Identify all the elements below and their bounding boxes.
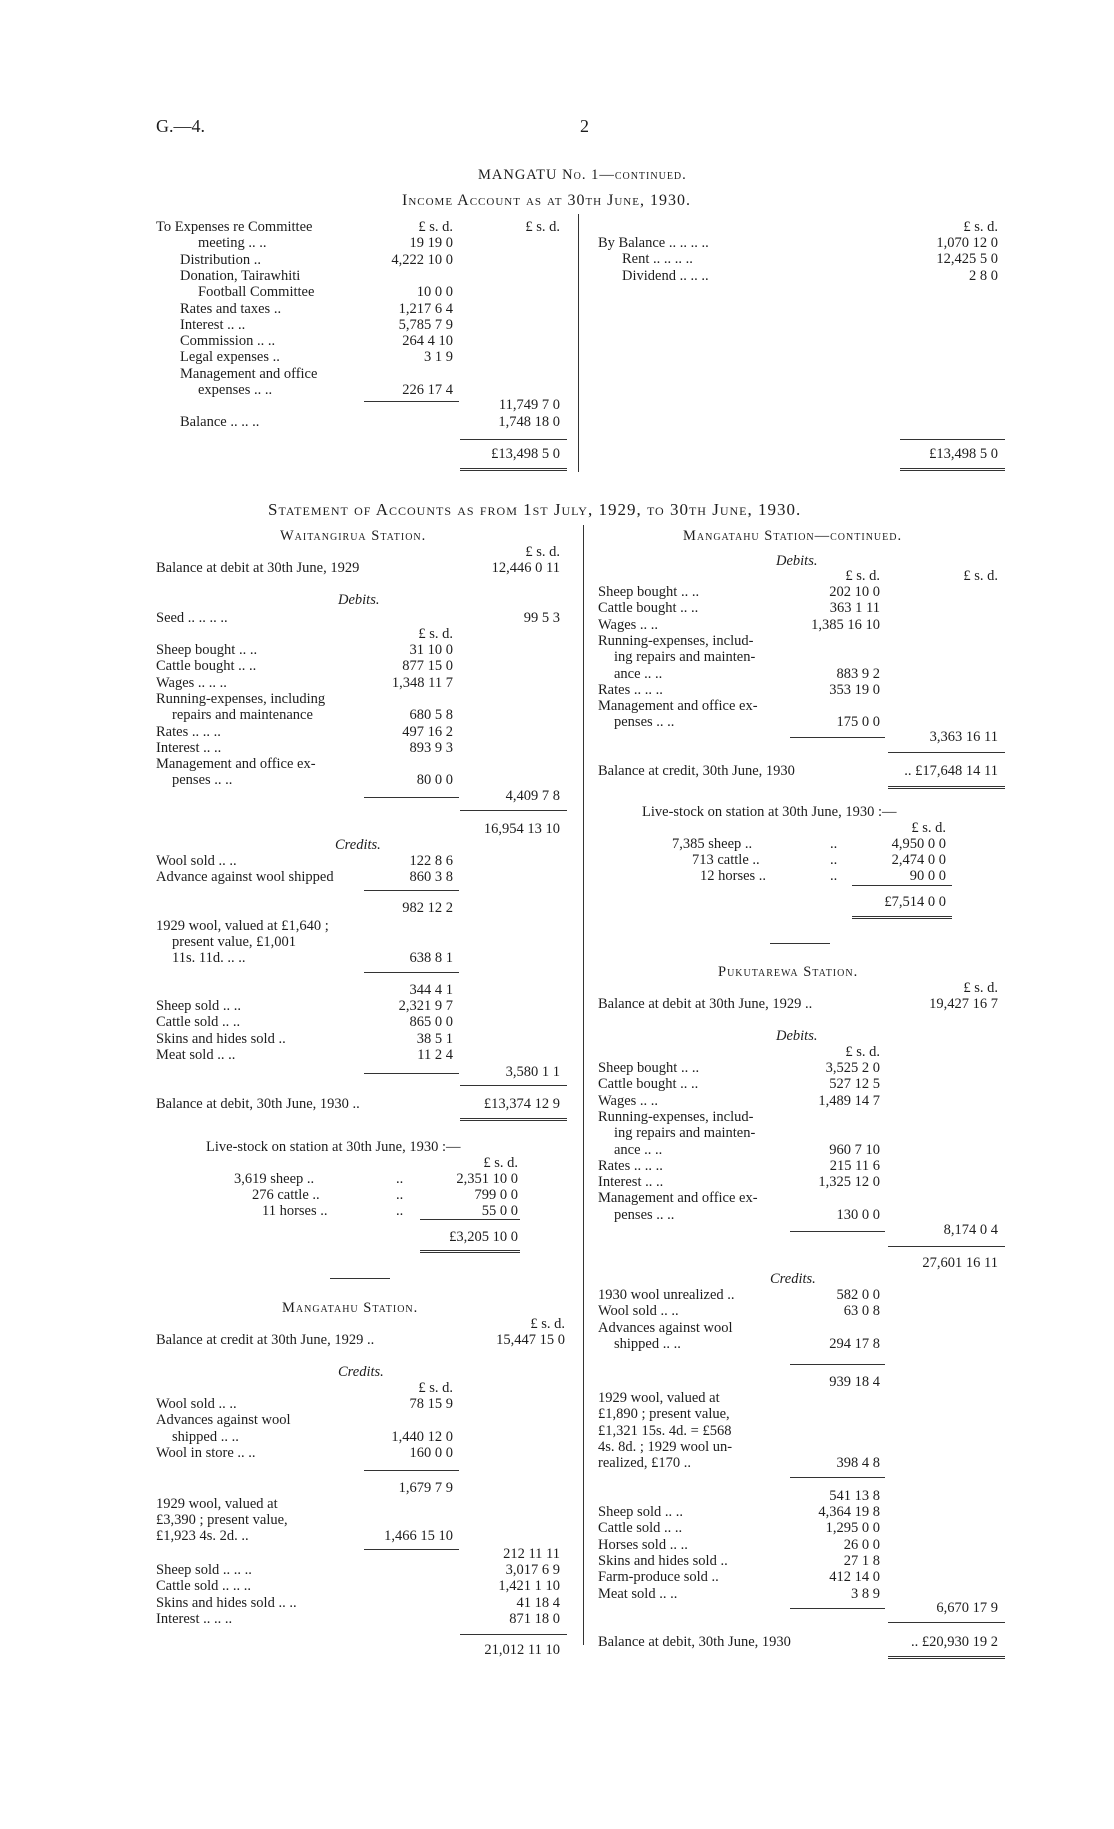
dots: ..: [396, 1187, 404, 1203]
income-item-label: Legal expenses ..: [180, 349, 280, 366]
livestock-total: £3,205 10 0: [449, 1229, 518, 1245]
income-item-label: Donation, Tairawhiti: [180, 267, 301, 284]
debit-item-amount: 202 10 0: [829, 584, 880, 600]
income-item-amount: 1,217 6 4: [398, 300, 453, 317]
double-rule: [888, 786, 1005, 789]
section-title: MANGATU No. 1—continued.: [478, 167, 687, 183]
credit-item-label: 1930 wool unrealized ..: [598, 1287, 735, 1303]
income-item-label: meeting .. ..: [198, 235, 267, 252]
income-item-label: Rent .. .. .. ..: [622, 251, 693, 268]
debit-item-label: Management and office ex-: [598, 698, 758, 715]
opening-balance-label: Balance at debit at 30th June, 1929 ..: [598, 996, 813, 1012]
credits-total: 3,580 1 1: [505, 1064, 560, 1080]
column-head: £ s. d.: [418, 1380, 453, 1396]
credits-subtotal: 1,679 7 9: [398, 1480, 453, 1496]
debit-item-label: repairs and maintenance: [172, 707, 313, 724]
balance-amount: 1,748 18 0: [498, 414, 560, 430]
income-item-label: Dividend .. .. ..: [622, 267, 709, 284]
closing-balance-label: Balance at debit, 30th June, 1930 ..: [156, 1096, 360, 1112]
statement-title: Statement of Accounts as from 1st July, 1929, to 30th June, 1930.: [268, 500, 802, 519]
closing-balance-label: Balance at debit, 30th June, 1930: [598, 1634, 791, 1650]
debit-item-label: penses .. ..: [172, 772, 233, 789]
income-item-label: Commission .. ..: [180, 333, 276, 350]
station-title: Mangatahu Station—continued.: [683, 528, 903, 544]
income-subtotal: 11,749 7 0: [498, 397, 560, 413]
rule: [460, 1634, 567, 1635]
column-head: £ s. d.: [963, 980, 998, 996]
income-item-amount: 19 19 0: [409, 235, 453, 252]
page-number: 2: [580, 116, 589, 136]
credit-item-label: Advances against wool: [156, 1412, 291, 1429]
debit-item-amount: 215 11 6: [829, 1157, 880, 1174]
credit-item-amount: 1,295 0 0: [825, 1520, 880, 1537]
wool-valuation-note: realized, £170 ..: [598, 1455, 692, 1472]
income-item-label: Football Committee: [198, 284, 315, 301]
income-item-label: expenses .. ..: [198, 382, 273, 398]
credit-item-label: Meat sold .. ..: [598, 1585, 678, 1602]
wool-valuation-note: £3,390 ; present value,: [156, 1512, 288, 1528]
credit-item-label: Sheep sold .. ..: [156, 998, 241, 1014]
closing-balance-label: Balance at credit, 30th June, 1930: [598, 763, 795, 779]
credit-item-label: Horses sold .. ..: [598, 1536, 688, 1553]
credits-subtotal: 982 12 2: [402, 900, 453, 916]
column-head: £ s. d.: [845, 1044, 880, 1060]
column-head: £ s. d.: [911, 820, 946, 836]
income-item-amount: 12,425 5 0: [936, 251, 998, 268]
credit-item-label: Advance against wool shipped: [156, 869, 334, 885]
rule: [790, 1364, 885, 1365]
credit-item-amount: 582 0 0: [836, 1287, 880, 1303]
credit-item-amount: 26 0 0: [843, 1536, 880, 1553]
column-head: £ s. d.: [525, 219, 560, 235]
livestock-label: 276 cattle ..: [252, 1187, 320, 1203]
livestock-heading: Live-stock on station at 30th June, 1930 :—: [206, 1139, 461, 1155]
credits-total: 6,670 17 9: [936, 1600, 998, 1616]
wool-valuation-note: 4s. 8d. ; 1929 wool un-: [598, 1438, 733, 1455]
rule: [888, 1246, 1005, 1247]
running-total: 27,601 16 11: [922, 1255, 998, 1271]
rule: [852, 885, 952, 886]
debit-item-amount: 883 9 2: [836, 665, 880, 682]
closing-balance-amount: .. £20,930 19 2: [911, 1634, 998, 1650]
debit-item-label: Interest .. ..: [156, 739, 222, 756]
income-item-amount: 10 0 0: [416, 284, 453, 301]
debit-item-label: penses .. ..: [614, 714, 675, 731]
credit-item-label: Wool in store .. ..: [156, 1444, 256, 1461]
livestock-amount: 55 0 0: [481, 1203, 518, 1219]
credits-heading: Credits.: [335, 837, 381, 853]
double-rule: [852, 916, 952, 919]
rule: [460, 1085, 567, 1086]
column-head: £ s. d.: [963, 568, 998, 584]
debit-item-label: penses .. ..: [614, 1206, 675, 1223]
wool-valuation-note: 11s. 11d. .. ..: [172, 950, 246, 966]
debit-item-label: Running-expenses, including: [156, 690, 326, 707]
credit-item-amount: 2,321 9 7: [398, 998, 453, 1014]
debit-item-amount: 1,489 14 7: [818, 1092, 880, 1109]
net-amount: 212 11 11: [503, 1546, 560, 1562]
closing-balance-amount: £13,374 12 9: [483, 1096, 560, 1112]
credit-item-amount: 860 3 8: [409, 869, 453, 885]
total-rule: [460, 439, 567, 440]
livestock-amount: 2,351 10 0: [456, 1171, 518, 1187]
debit-item-amount: 363 1 11: [829, 600, 880, 617]
credit-item-label: Farm-produce sold ..: [598, 1569, 719, 1586]
double-rule: [888, 1656, 1005, 1659]
column-head: £ s. d.: [525, 544, 560, 560]
dots: ..: [830, 852, 838, 868]
credit-item-label: shipped .. ..: [614, 1335, 681, 1352]
debit-item-amount: 680 5 8: [409, 707, 453, 724]
livestock-amount: 799 0 0: [474, 1187, 518, 1203]
debit-item-label: Interest .. ..: [598, 1174, 664, 1191]
debit-item-label: Running-expenses, includ-: [598, 632, 754, 649]
income-item-label: By Balance .. .. .. ..: [598, 235, 709, 251]
income-item-label: Interest .. ..: [180, 316, 246, 333]
rule: [790, 1231, 885, 1232]
debit-item-label: Rates .. .. ..: [598, 681, 663, 698]
livestock-label: 713 cattle ..: [692, 852, 760, 868]
debit-item-label: Sheep bought .. ..: [598, 584, 700, 600]
wool-valuation-note: 1929 wool, valued at £1,640 ;: [156, 918, 329, 934]
credit-item-label: Cattle sold .. .. ..: [156, 1578, 252, 1595]
credit-item-label: Sheep sold .. ..: [598, 1504, 683, 1520]
station-title: Mangatahu Station.: [282, 1300, 419, 1316]
debit-item-label: Cattle bought .. ..: [598, 1076, 699, 1093]
net-amount: 344 4 1: [409, 982, 453, 998]
income-item-amount: 4,222 10 0: [391, 251, 453, 268]
credit-item-amount: 41 18 4: [516, 1594, 560, 1611]
dots: ..: [396, 1171, 404, 1187]
dots: ..: [396, 1203, 404, 1219]
credit-item-amount: 27 1 8: [843, 1552, 880, 1569]
income-item-label: Distribution ..: [180, 251, 261, 268]
income-item-amount: 2 8 0: [969, 267, 998, 284]
subtotal-rule: [364, 401, 459, 402]
income-item-amount: 226 17 4: [402, 382, 453, 398]
credits-subtotal: 939 18 4: [829, 1374, 880, 1390]
debits-total: 8,174 0 4: [943, 1222, 998, 1238]
credit-item-label: Sheep sold .. .. ..: [156, 1562, 252, 1578]
seed-label: Seed .. .. .. ..: [156, 610, 228, 626]
credit-item-amount: 78 15 9: [409, 1396, 453, 1412]
section-separator: [770, 943, 830, 944]
credits-heading: Credits.: [338, 1364, 384, 1380]
debit-item-amount: 175 0 0: [836, 714, 880, 731]
station-title: Pukutarewa Station.: [718, 964, 859, 980]
closing-balance-amount: .. £17,648 14 11: [904, 763, 998, 779]
credit-item-label: shipped .. ..: [172, 1428, 239, 1445]
double-rule: [460, 1118, 567, 1121]
livestock-total: £7,514 0 0: [884, 894, 946, 910]
debits-heading: Debits.: [776, 553, 818, 569]
livestock-label: 7,385 sheep ..: [672, 836, 753, 852]
wool-valuation-note: £1,890 ; present value,: [598, 1406, 730, 1423]
total-rule: [900, 439, 1005, 440]
opening-balance-label: Balance at credit at 30th June, 1929 ..: [156, 1332, 375, 1348]
debit-item-label: Running-expenses, includ-: [598, 1108, 754, 1125]
credit-item-amount: 412 14 0: [829, 1569, 880, 1586]
credit-item-label: Wool sold .. ..: [156, 1396, 237, 1412]
rule: [790, 1608, 885, 1609]
opening-balance-label: Balance at debit at 30th June, 1929: [156, 560, 360, 576]
debits-heading: Debits.: [776, 1028, 818, 1044]
credits-heading: Credits.: [770, 1271, 816, 1287]
opening-balance-amount: 12,446 0 11: [491, 560, 560, 576]
rule: [790, 1477, 885, 1478]
debit-item-amount: 3,525 2 0: [825, 1060, 880, 1076]
column-head: £ s. d.: [963, 219, 998, 235]
credit-item-amount: 63 0 8: [843, 1303, 880, 1320]
debit-item-amount: 1,385 16 10: [811, 616, 880, 633]
balance-label: Balance .. .. ..: [180, 414, 260, 430]
debit-item-label: ing repairs and mainten-: [614, 1125, 756, 1142]
debit-item-label: Sheep bought .. ..: [598, 1060, 700, 1076]
wool-valuation-amount: 638 8 1: [409, 950, 453, 966]
debit-item-amount: 130 0 0: [836, 1206, 880, 1223]
wool-valuation-amount: 1,466 15 10: [384, 1528, 453, 1544]
debit-item-label: ance .. ..: [614, 665, 663, 682]
debit-item-label: Cattle bought .. ..: [598, 600, 699, 617]
income-item-amount: 264 4 10: [402, 333, 453, 350]
rule: [888, 1622, 1005, 1623]
credit-item-amount: 294 17 8: [829, 1335, 880, 1352]
wool-valuation-note: 1929 wool, valued at: [156, 1496, 278, 1512]
rule: [364, 972, 459, 973]
rule: [364, 1470, 459, 1471]
debit-item-amount: 353 19 0: [829, 681, 880, 698]
credit-item-label: Interest .. .. ..: [156, 1610, 233, 1627]
report-code: G.—4.: [156, 116, 205, 136]
rule: [790, 737, 885, 738]
credit-item-label: Cattle sold .. ..: [156, 1014, 241, 1031]
column-head: £ s. d.: [418, 626, 453, 642]
income-divider: [578, 214, 579, 472]
debit-item-amount: 527 12 5: [829, 1076, 880, 1093]
credit-item-amount: 3,017 6 9: [505, 1562, 560, 1578]
debit-item-amount: 31 10 0: [409, 642, 453, 658]
column-head: £ s. d.: [530, 1316, 565, 1332]
income-item-label: Rates and taxes ..: [180, 300, 282, 317]
debit-item-label: Rates .. .. ..: [156, 723, 221, 740]
debit-item-amount: 80 0 0: [416, 772, 453, 789]
rule: [888, 752, 1005, 753]
wool-valuation-note: £1,321 15s. 4d. = £568: [598, 1422, 732, 1439]
double-rule: [420, 1250, 520, 1253]
rule: [460, 810, 567, 811]
debit-item-amount: 1,348 11 7: [391, 674, 453, 691]
debit-item-label: Cattle bought .. ..: [156, 658, 257, 675]
credit-item-amount: 122 8 6: [409, 853, 453, 869]
debit-item-label: Sheep bought .. ..: [156, 642, 258, 658]
livestock-heading: Live-stock on station at 30th June, 1930 :—: [642, 804, 897, 820]
debit-item-amount: 497 16 2: [402, 723, 453, 740]
wool-valuation-note: present value, £1,001: [172, 934, 297, 950]
credit-item-label: Skins and hides sold ..: [598, 1552, 728, 1569]
running-total: 21,012 11 10: [484, 1642, 560, 1658]
rule: [364, 1549, 459, 1550]
livestock-amount: 2,474 0 0: [891, 852, 946, 868]
debit-item-amount: 960 7 10: [829, 1141, 880, 1158]
debit-item-label: Wages .. .. ..: [156, 674, 227, 691]
rule: [364, 797, 459, 798]
debit-item-label: Rates .. .. ..: [598, 1157, 663, 1174]
income-total-right: £13,498 5 0: [929, 446, 998, 462]
wool-valuation-amount: 398 4 8: [836, 1455, 880, 1471]
opening-balance-amount: 15,447 15 0: [496, 1332, 565, 1348]
credit-item-label: Cattle sold .. ..: [598, 1520, 683, 1537]
dots: ..: [830, 868, 838, 884]
livestock-label: 11 horses ..: [262, 1203, 328, 1219]
debit-item-amount: 1,325 12 0: [818, 1174, 880, 1191]
credit-item-amount: 4,364 19 8: [818, 1504, 880, 1520]
station-title: Waitangirua Station.: [280, 528, 427, 544]
total-double-rule: [460, 468, 567, 471]
debit-item-amount: 893 9 3: [409, 739, 453, 756]
debits-heading: Debits.: [338, 592, 380, 608]
credit-item-label: Skins and hides sold .. ..: [156, 1594, 297, 1611]
debit-item-label: ance .. ..: [614, 1141, 663, 1158]
debits-total: 4,409 7 8: [505, 788, 560, 804]
debit-item-amount: 877 15 0: [402, 658, 453, 675]
dots: ..: [830, 836, 838, 852]
wool-valuation-note: £1,923 4s. 2d. ..: [156, 1528, 249, 1544]
credit-item-amount: 871 18 0: [509, 1610, 560, 1627]
credit-item-label: Wool sold .. ..: [598, 1303, 679, 1320]
seed-amount: 99 5 3: [523, 610, 560, 626]
income-item-label: Management and office: [180, 365, 318, 382]
rule: [364, 1073, 459, 1074]
credit-item-amount: 1,421 1 10: [498, 1578, 560, 1595]
column-head: £ s. d.: [418, 219, 453, 235]
total-double-rule: [900, 468, 1005, 471]
debit-item-label: Wages .. ..: [598, 1092, 659, 1109]
credit-item-label: Skins and hides sold ..: [156, 1030, 286, 1047]
income-item-label: To Expenses re Committee: [156, 219, 313, 235]
column-head: £ s. d.: [845, 568, 880, 584]
credit-item-amount: 11 2 4: [417, 1046, 453, 1063]
income-total-left: £13,498 5 0: [491, 446, 560, 462]
section-separator: [330, 1278, 390, 1279]
income-item-amount: 5,785 7 9: [398, 316, 453, 333]
rule: [364, 890, 459, 891]
livestock-label: 3,619 sheep ..: [234, 1171, 315, 1187]
debit-item-label: Management and office ex-: [156, 756, 316, 773]
credit-item-label: Meat sold .. ..: [156, 1046, 236, 1063]
credit-item-label: Wool sold .. ..: [156, 853, 237, 869]
debit-item-label: Management and office ex-: [598, 1190, 758, 1207]
wool-valuation-note: 1929 wool, valued at: [598, 1390, 720, 1406]
credit-item-label: Advances against wool: [598, 1319, 733, 1336]
debit-item-label: Wages .. ..: [598, 616, 659, 633]
livestock-label: 12 horses ..: [700, 868, 767, 884]
debits-total: 3,363 16 11: [929, 729, 998, 745]
income-account-title: Income Account as at 30th June, 1930.: [402, 192, 691, 209]
running-total: 16,954 13 10: [483, 821, 560, 837]
credit-item-amount: 160 0 0: [409, 1444, 453, 1461]
column-head: £ s. d.: [483, 1155, 518, 1171]
credit-item-amount: 38 5 1: [416, 1030, 453, 1047]
column-divider: [583, 525, 584, 1645]
opening-balance-amount: 19,427 16 7: [929, 996, 998, 1012]
net-amount: 541 13 8: [829, 1488, 880, 1504]
rule: [420, 1219, 520, 1220]
credit-item-amount: 1,440 12 0: [391, 1428, 453, 1445]
credit-item-amount: 3 8 9: [851, 1585, 880, 1602]
livestock-amount: 90 0 0: [909, 868, 946, 884]
credit-item-amount: 865 0 0: [409, 1014, 453, 1031]
income-item-amount: 1,070 12 0: [936, 235, 998, 251]
livestock-amount: 4,950 0 0: [891, 836, 946, 852]
income-item-amount: 3 1 9: [424, 349, 453, 366]
debit-item-label: ing repairs and mainten-: [614, 649, 756, 666]
